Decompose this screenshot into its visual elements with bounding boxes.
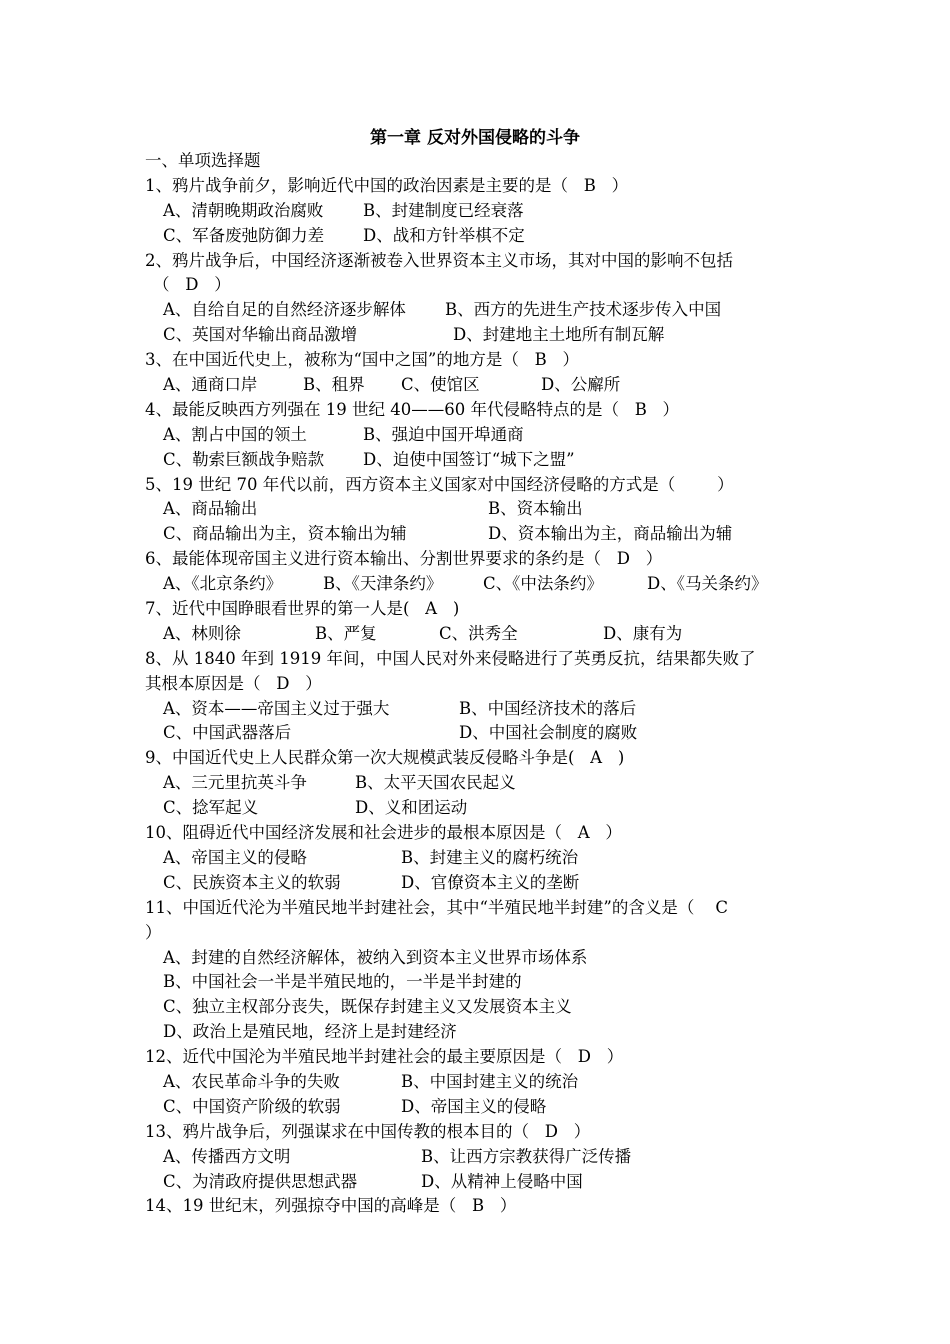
option-row xyxy=(145,846,815,871)
question-stem: 2、鸦片战争后，中国经济逐渐被卷入世界资本主义市场，其对中国的影响不包括 xyxy=(145,250,733,270)
option: A、资本——帝国主义过于强大 xyxy=(163,698,390,718)
question-stem: 6、最能体现帝国主义进行资本输出、分割世界要求的条约是（ D ） xyxy=(145,549,663,569)
option: D、迫使中国签订“城下之盟” xyxy=(363,449,575,469)
option: C、勒索巨额战争赔款 xyxy=(163,449,325,469)
option: D、官僚资本主义的垄断 xyxy=(401,872,580,892)
question-stem: 13、鸦片战争后，列强谋求在中国传教的根本目的（ D ） xyxy=(145,1121,591,1141)
option-row xyxy=(145,970,815,995)
option: D、政治上是殖民地，经济上是封建经济 xyxy=(163,1022,457,1042)
page-title: 第一章 反对外国侵略的斗争 xyxy=(370,128,580,148)
option: B、太平天国农民起义 xyxy=(355,773,516,793)
option: A、商品输出 xyxy=(163,499,258,519)
option: C、捻军起义 xyxy=(163,798,259,818)
question-stem: 9、中国近代史上人民群众第一次大规模武装反侵略斗争是( A ) xyxy=(145,748,625,768)
option-row xyxy=(145,373,815,398)
question-stem: 1、鸦片战争前夕，影响近代中国的政治因素是主要的是（ B ） xyxy=(145,175,629,195)
option: A、自给自足的自然经济逐步解体 xyxy=(163,300,406,320)
option-row xyxy=(145,1070,815,1095)
option-row xyxy=(145,1020,815,1045)
question-list xyxy=(145,149,815,1219)
option: B、严复 xyxy=(315,623,377,643)
option: B、资本输出 xyxy=(488,499,583,519)
question-stem: 12、近代中国沦为半殖民地半封建社会的最主要原因是（ D ） xyxy=(145,1047,624,1067)
option: A、清朝晚期政治腐败 xyxy=(163,200,324,220)
question-stem-cont: （ D ） xyxy=(153,275,231,295)
option: C、中国武器落后 xyxy=(163,723,292,743)
option: D、资本输出为主，商品输出为辅 xyxy=(488,524,733,544)
option-row xyxy=(145,721,815,746)
option: D、康有为 xyxy=(603,623,683,643)
option: D、帝国主义的侵略 xyxy=(401,1096,547,1116)
option: A、农民革命斗争的失败 xyxy=(163,1071,340,1091)
option-row xyxy=(145,1170,815,1195)
option: B、中国封建主义的统治 xyxy=(401,1071,579,1091)
question-stem-cont: 其根本原因是（ D ） xyxy=(145,673,322,693)
section-heading: 一、单项选择题 xyxy=(145,151,261,170)
option: A、通商口岸 xyxy=(163,375,258,395)
option: C、商品输出为主，资本输出为辅 xyxy=(163,524,407,544)
option: A、林则徐 xyxy=(163,623,241,643)
option-row xyxy=(145,946,815,971)
option-row xyxy=(145,199,815,224)
option: B、让西方宗教获得广泛传播 xyxy=(421,1146,632,1166)
option: C、英国对华输出商品激增 xyxy=(163,325,358,345)
option: D、《马关条约》 xyxy=(647,574,768,594)
option: B、西方的先进生产技术逐步传入中国 xyxy=(445,300,722,320)
option: A、割占中国的领土 xyxy=(163,424,307,444)
option-row xyxy=(145,771,815,796)
option: C、洪秀全 xyxy=(439,623,518,643)
question-stem-cont: ） xyxy=(145,922,162,942)
option: A、封建的自然经济解体，被纳入到资本主义世界市场体系 xyxy=(163,947,588,967)
option-row xyxy=(145,995,815,1020)
question-stem: 14、19 世纪末，列强掠夺中国的高峰是（ B ） xyxy=(145,1196,517,1216)
option: C、军备废弛防御力差 xyxy=(163,225,325,245)
option-row xyxy=(145,622,815,647)
option-row xyxy=(145,697,815,722)
option-row xyxy=(145,522,815,547)
option: B、租界 xyxy=(303,375,365,395)
option-row xyxy=(145,572,815,597)
option-row xyxy=(145,871,815,896)
option: A、《北京条约》 xyxy=(163,574,283,594)
option-row xyxy=(145,298,815,323)
option: B、强迫中国开埠通商 xyxy=(363,424,524,444)
option: C、《中法条约》 xyxy=(483,574,603,594)
option: A、帝国主义的侵略 xyxy=(163,847,307,867)
question-stem: 5、19 世纪 70 年代以前，西方资本主义国家对中国经济侵略的方式是（ ） xyxy=(145,474,734,494)
option: A、三元里抗英斗争 xyxy=(163,773,307,793)
option: B、封建制度已经衰落 xyxy=(363,200,524,220)
option-row xyxy=(145,796,815,821)
option: C、为清政府提供思想武器 xyxy=(163,1171,358,1191)
option: B、封建主义的腐朽统治 xyxy=(401,847,579,867)
option-row xyxy=(145,224,815,249)
option: C、中国资产阶级的软弱 xyxy=(163,1096,341,1116)
question-stem: 11、中国近代沦为半殖民地半封建社会，其中“半殖民地半封建”的含义是（ C xyxy=(145,897,728,917)
option-row xyxy=(145,1145,815,1170)
option: D、战和方针举棋不定 xyxy=(363,225,525,245)
question-stem: 10、阻碍近代中国经济发展和社会进步的最根本原因是（ A ） xyxy=(145,823,622,843)
option: D、中国社会制度的腐败 xyxy=(459,723,638,743)
option: D、从精神上侵略中国 xyxy=(421,1171,583,1191)
question-stem: 7、近代中国睁眼看世界的第一人是( A ) xyxy=(145,599,460,619)
option-row xyxy=(145,423,815,448)
option: D、封建地主土地所有制瓦解 xyxy=(453,325,665,345)
option: B、中国社会一半是半殖民地的，一半是半封建的 xyxy=(163,972,522,992)
option-row xyxy=(145,497,815,522)
option: B、中国经济技术的落后 xyxy=(459,698,637,718)
option: C、独立主权部分丧失，既保存封建主义又发展资本主义 xyxy=(163,997,572,1017)
question-stem: 3、在中国近代史上，被称为“国中之国”的地方是（ B ） xyxy=(145,350,579,370)
option: A、传播西方文明 xyxy=(163,1146,291,1166)
option: D、公廨所 xyxy=(541,375,621,395)
question-stem: 8、从 1840 年到 1919 年间，中国人民对外来侵略进行了英勇反抗，结果都失败了 xyxy=(145,648,756,668)
option-row xyxy=(145,1095,815,1120)
option: D、义和团运动 xyxy=(355,798,468,818)
option: C、民族资本主义的软弱 xyxy=(163,872,341,892)
option: C、使馆区 xyxy=(401,375,480,395)
option: B、《天津条约》 xyxy=(323,574,443,594)
question-stem: 4、最能反映西方列强在 19 世纪 40——60 年代侵略特点的是（ B ） xyxy=(145,399,680,419)
option-row xyxy=(145,448,815,473)
option-row xyxy=(145,323,815,348)
